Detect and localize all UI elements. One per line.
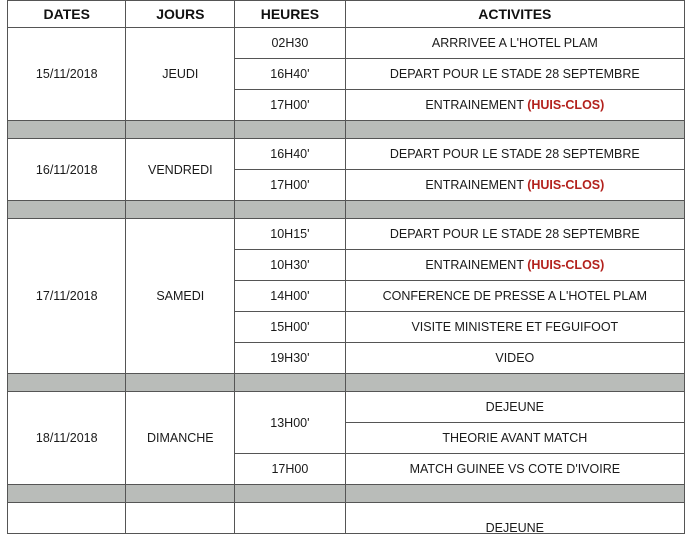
separator-cell	[8, 485, 126, 503]
time-cell: 17H00'	[235, 170, 346, 201]
activity-cell	[345, 503, 684, 534]
time-cell: 16H40'	[235, 139, 346, 170]
activity-text: ENTRAINEMENT	[425, 178, 528, 192]
activity-text: ENTRAINEMENT	[425, 98, 528, 112]
time-cell: 16H40'	[235, 59, 346, 90]
table-row	[8, 28, 685, 59]
activity-text: VISITE MINISTERE ET FEGUIFOOT	[411, 320, 619, 334]
activity-cell	[345, 312, 684, 343]
separator-cell	[345, 201, 684, 219]
date-cell: 18/11/2018	[8, 392, 126, 485]
activity-text: CONFERENCE DE PRESSE A L'HOTEL PLAM	[382, 289, 648, 303]
day-cell	[126, 503, 235, 534]
time-cell: 10H30'	[235, 250, 346, 281]
time-cell: 19H30'	[235, 343, 346, 374]
separator-cell	[126, 121, 235, 139]
separator-cell	[126, 201, 235, 219]
date-cell	[8, 503, 126, 534]
separator-cell	[126, 374, 235, 392]
activity-text: DEPART POUR LE STADE 28 SEPTEMBRE	[389, 147, 640, 161]
day-cell: VENDREDI	[126, 139, 235, 201]
table-row	[8, 503, 685, 534]
time-cell	[235, 503, 346, 534]
separator-cell	[126, 485, 235, 503]
activity-cell	[345, 423, 684, 454]
separator-cell	[345, 485, 684, 503]
activity-highlight: (HUIS-CLOS)	[527, 258, 605, 272]
separator-cell	[235, 485, 346, 503]
activity-text: ENTRAINEMENT	[425, 258, 528, 272]
date-cell: 16/11/2018	[8, 139, 126, 201]
activity-cell	[345, 392, 684, 423]
activity-text: MATCH GUINEE VS COTE D'IVOIRE	[409, 462, 621, 476]
schedule-table	[7, 0, 685, 534]
activity-text: VIDEO	[495, 351, 535, 365]
time-cell: 14H00'	[235, 281, 346, 312]
header-jours: JOURS	[126, 1, 235, 28]
activity-cell	[345, 170, 684, 201]
separator-row	[8, 374, 685, 392]
header-activites: ACTIVITES	[345, 1, 684, 28]
time-cell: 10H15'	[235, 219, 346, 250]
activity-cell	[345, 90, 684, 121]
activity-cell	[345, 59, 684, 90]
header-dates: DATES	[8, 1, 126, 28]
day-cell: SAMEDI	[126, 219, 235, 374]
separator-row	[8, 201, 685, 219]
activity-cell	[345, 139, 684, 170]
separator-cell	[345, 374, 684, 392]
activity-cell	[345, 219, 684, 250]
activity-cell	[345, 281, 684, 312]
activity-text: DEPART POUR LE STADE 28 SEPTEMBRE	[389, 67, 640, 81]
separator-row	[8, 485, 685, 503]
activity-cell	[345, 250, 684, 281]
date-cell: 17/11/2018	[8, 219, 126, 374]
activity-highlight: (HUIS-CLOS)	[527, 178, 605, 192]
activity-text: DEJEUNE	[485, 400, 544, 414]
table-row	[8, 392, 685, 423]
activity-cell	[345, 454, 684, 485]
activity-cell	[345, 343, 684, 374]
time-cell: 17H00'	[235, 90, 346, 121]
separator-cell	[8, 374, 126, 392]
time-cell: 02H30	[235, 28, 346, 59]
separator-cell	[235, 201, 346, 219]
separator-cell	[345, 121, 684, 139]
separator-cell	[235, 374, 346, 392]
day-cell: JEUDI	[126, 28, 235, 121]
separator-cell	[8, 201, 126, 219]
activity-text: THEORIE AVANT MATCH	[442, 431, 588, 445]
separator-cell	[8, 121, 126, 139]
time-cell: 13H00'	[235, 392, 346, 454]
time-cell: 17H00	[235, 454, 346, 485]
table-row	[8, 139, 685, 170]
table-row	[8, 219, 685, 250]
activity-text: ARRRIVEE A L'HOTEL PLAM	[431, 36, 598, 50]
activity-cell	[345, 28, 684, 59]
activity-text: DEPART POUR LE STADE 28 SEPTEMBRE	[389, 227, 640, 241]
day-cell: DIMANCHE	[126, 392, 235, 485]
separator-cell	[235, 121, 346, 139]
date-cell: 15/11/2018	[8, 28, 126, 121]
header-heures: HEURES	[235, 1, 346, 28]
separator-row	[8, 121, 685, 139]
time-cell: 15H00'	[235, 312, 346, 343]
header-row	[8, 1, 685, 28]
activity-text: DEJEUNE	[485, 521, 544, 535]
activity-highlight: (HUIS-CLOS)	[527, 98, 605, 112]
